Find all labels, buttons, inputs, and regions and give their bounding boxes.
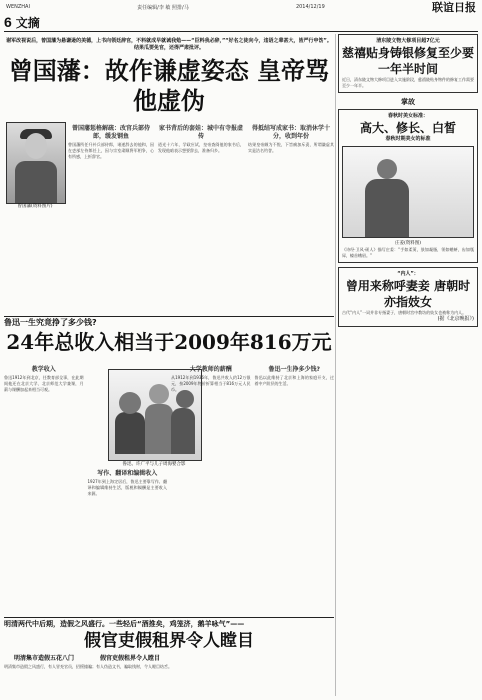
bottom-title: 假官吏假租界令人瞠目: [84, 631, 254, 651]
right-story-1: [338, 34, 478, 93]
paper-brand: 联谊日报: [431, 1, 476, 14]
feature-col-2-text: 1927年到上海定居后，鲁迅主要靠写作、翻译和编辑维持生活，版税和稿酬是主要收入来源。: [87, 479, 167, 496]
right-story-1-title: 慈禧贴身铸银修复至少要一年半时间: [342, 46, 475, 76]
feature-col-2-title: 写作、翻译和编辑收入: [97, 470, 158, 477]
right-story-3: [338, 267, 478, 327]
source-note: (据《北京晚报》): [437, 316, 474, 322]
feature-columns: [4, 363, 334, 613]
feature-story: [4, 317, 334, 618]
right-story-3-title: 曾用来称呼妻妾 唐朝时亦指妓女: [345, 279, 471, 309]
lead-columns: [68, 122, 334, 312]
feature-col-3: [171, 363, 251, 613]
masthead: [6, 2, 476, 12]
feature-col-1-text: 鲁迅1912年到北京，任教育部佥事，在此期间他还在北京大学、北京师范大学兼课，月薪与课酬加起来相当可观。: [4, 375, 84, 392]
lady-illustration: [342, 146, 474, 238]
right-story-2-text: 《诗经·卫风·硕人》描写庄姜：“手如柔荑，肤如凝脂，领如蝤蛴，齿如瓠犀，螓首蛾眉。”: [342, 247, 474, 258]
right-story-2-dek: 春秋时美女标准：: [387, 113, 428, 119]
header-rule: [4, 31, 478, 32]
feature-col-1: [4, 363, 84, 613]
right-story-1-text: 近日，清东陵文物大修项目进入实施阶段，慈禧陵贴身物件的修复工作需要至少一年半。: [342, 77, 474, 88]
feature-title: 24年总收入相当于2009年816万元: [6, 330, 332, 354]
section-code: WENZHAI: [6, 4, 30, 10]
right-story-2-subtitle: 春秋时期美女的标准: [385, 136, 431, 142]
lead-col-2-title: 家书背后的套娃：城中有寺报虚传: [158, 125, 243, 140]
main-column: [4, 34, 334, 696]
feature-col-3-text: 从1912年到1936年，鲁迅共收入约12万银元，按2009年物价折算相当于816万元人民币。: [171, 375, 251, 392]
lead-col-1-text: 曾国藩所任升补兵部侍郎，诸遂辞去的他和，因在吏部左侍郎任上，因与宗室肃顺将军相争，心有所感，上折辞官。: [68, 142, 154, 159]
section-name: 文摘: [15, 15, 40, 30]
portrait-caption: 曾国藩(资料图片): [17, 204, 53, 209]
feature-col-1-title: 教学收入: [31, 366, 56, 373]
right-story-2-title: 高大、修长、白皙: [359, 121, 456, 135]
lead-story: [4, 38, 334, 317]
portrait-image: [6, 122, 66, 204]
feature-col-4-text: 鲁迅以此维持了北京和上海的家庭开支，过着中产阶层的生活。: [254, 375, 334, 386]
family-photo-caption: 鲁迅、许广平与儿子周海婴合影: [122, 462, 186, 467]
lead-col-2: [158, 122, 244, 312]
lead-col-3-title: 得抵结写成家书：取消休学十分，收到年份: [251, 125, 330, 140]
right-story-3-text: 古代“内人”一词并非专指妻子，唐朝时宫中教坊的妓女也被称为内人。: [342, 310, 467, 315]
feature-col-4-title: 鲁迅一生挣多少钱?: [268, 366, 320, 373]
lead-col-3: [248, 122, 334, 312]
right-story-3-dek: “内人”：: [397, 271, 419, 277]
lead-headline: 曾国藩：故作谦虚姿态 皇帝骂他虚伪: [8, 56, 330, 115]
section-tag: 掌故: [401, 98, 415, 106]
editor-line: 责任编辑/李 敏 照排/马: [137, 4, 189, 11]
right-story-2: [338, 109, 478, 263]
right-column: [338, 34, 478, 696]
feature-col-4: [255, 363, 335, 613]
lady-caption: 庄姜(资料图): [394, 241, 421, 246]
bottom-sub-1: 明清集市造假五花八门: [13, 655, 74, 662]
feature-dek: 鲁迅一生究竟挣了多少钱?: [4, 318, 97, 327]
bottom-text: 明清集市造假之风盛行，有人冒充官员，招摇撞骗；有人伪造文书，骗取钱财，令人瞠目结舌。: [4, 664, 172, 669]
lead-col-1: [68, 122, 154, 312]
feature-col-2: [88, 363, 168, 613]
issue-date: 2014/12/19: [295, 4, 325, 10]
right-story-1-dek: 清东陵文物大修项目超7亿元: [376, 38, 440, 44]
bottom-sub-2: 假官吏假租界令人瞠目: [99, 655, 160, 662]
lead-col-3-text: 结果皇帝颇为不悦，下旨痛加斥责，所谓谦虚其实是沽名钓誉。: [248, 142, 334, 153]
bottom-dek: 明清两代中后期，造假之风盛行。一些轻后“酒推矣，鸡笼济，鹅羊咏气”——: [4, 620, 245, 628]
section-number: 6: [4, 14, 12, 30]
lead-col-2-text: 道光十六年，学政应试，皇帝查阅他的家书后，发现他暗表示想要辞去，准备归乡。: [158, 142, 244, 153]
bottom-story: [4, 618, 334, 688]
column-divider: [335, 34, 336, 696]
lead-col-1-title: 曾国藩惩格解疏：改官兵部侍郎，缓发钢鱼: [71, 125, 150, 140]
section-label: [4, 14, 74, 30]
lead-kicker: 谢军改视说后，曾国藩为悬谦逊的美德，上书向领廷辞官，不料就成早就诫我勉——“臣料我必辞，”“好名之徒向今，违语之辈甚大，皆严行申饬”。结果瓜要免官，还得严肃批评。: [6, 38, 332, 51]
feature-col-3-title: 大学教师的薪酬: [189, 366, 232, 373]
